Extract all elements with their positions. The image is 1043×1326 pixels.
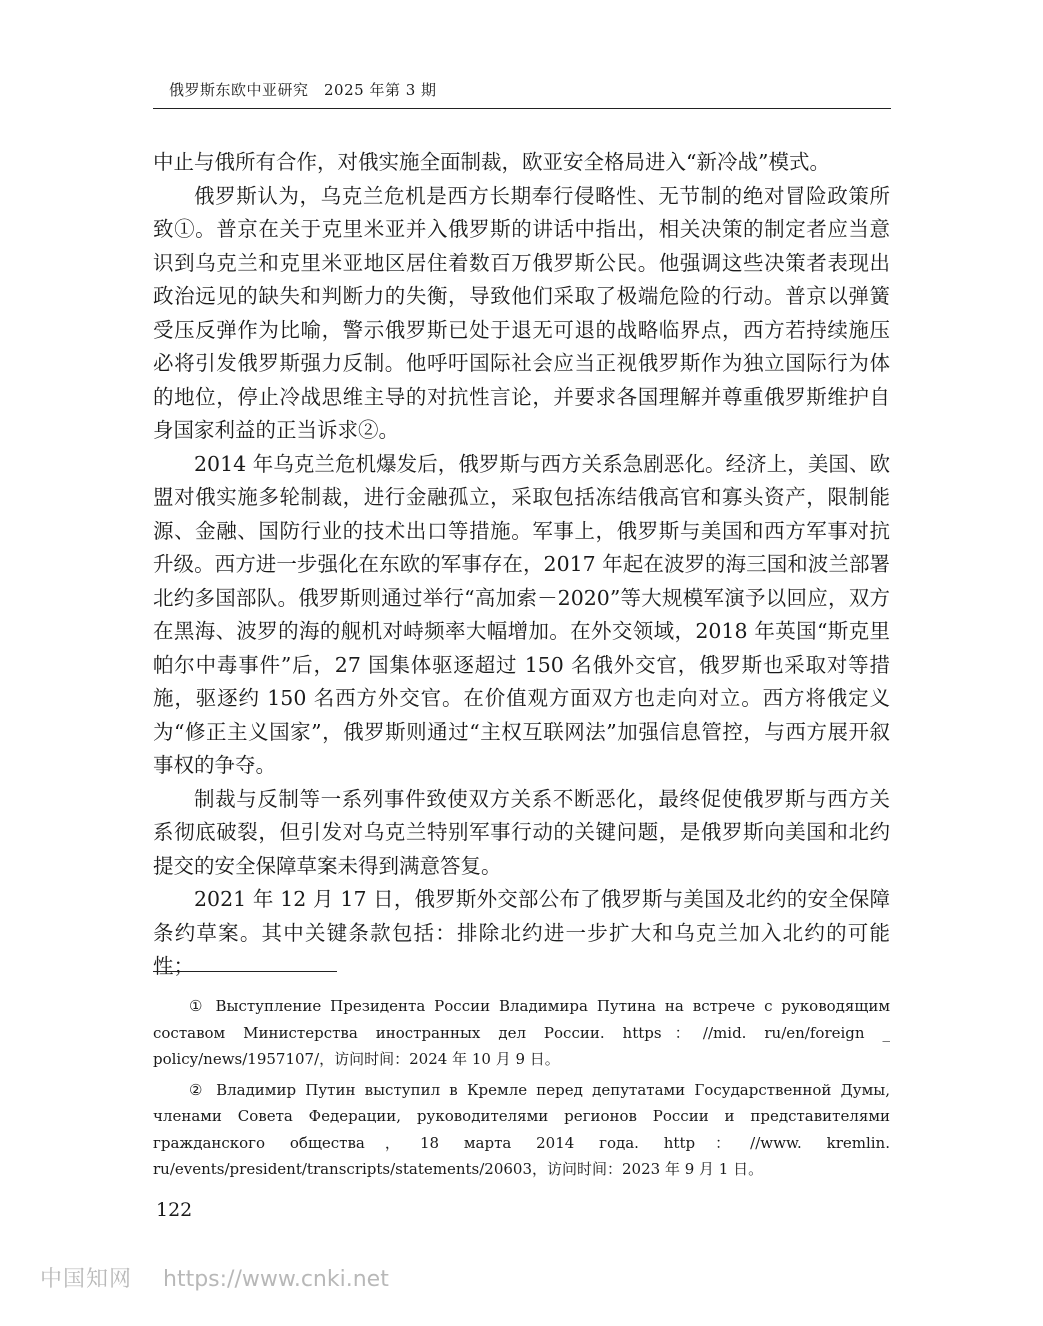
main-body-text (153, 146, 890, 984)
cnki-url: https://www.cnki.net (163, 1267, 389, 1292)
running-header (153, 70, 891, 109)
page-number: 122 (156, 1199, 193, 1221)
paragraph-2014-crisis: 2014 年乌克兰危机爆发后，俄罗斯与西方关系急剧恶化。经济上，美国、欧盟对俄实施多轮制裁，进行金融孤立，采取包括冻结俄高官和寡头资产，限制能源、金融、国防行业的技术出口等措施。军事上，俄罗斯与美国和西方军事对抗升级。西方进一步强化在东欧的军事存在，2017 年起在波罗的海三国和波兰部署北约多国部队。俄罗斯则通过举行“高加索－2020”等大规模军演予以回应，双方在黑海、波罗的海的舰机对峙频率大幅增加。在外交领域，2018 年英国“斯克里帕尔中毒事件”后，27 国集体驱逐超过 150 名俄外交官，俄罗斯也采取对等措施，驱逐约 150 名西方外交官。在价值观方面双方也走向对立。西方将俄定义为“修正主义国家”，俄罗斯则通过“主权互联网法”加强信息管控，与西方展开叙事权的争夺。 (153, 451, 890, 777)
journal-running-title: 俄罗斯东欧中亚研究 2025 年第 3 期 (169, 81, 437, 99)
footnote-1: ① Выступление Президента России Владимира Путина на встрече с руководящим составом Министерства иностранных дел России. https：//mid. ru/en/foreign _ policy/news/1957107/，访问时间：2024 年 10 月 9 日。 (153, 997, 890, 1068)
paragraph-security-draft: 2021 年 12 月 17 日，俄罗斯外交部公布了俄罗斯与美国及北约的安全保障条约草案。其中关键条款包括：排除北约进一步扩大和乌克兰加入北约的可能性； (153, 887, 890, 978)
cnki-watermark (40, 1262, 389, 1293)
paragraph-russia-view: 俄罗斯认为，乌克兰危机是西方长期奉行侵略性、无节制的绝对冒险政策所致①。普京在关于克里米亚并入俄罗斯的讲话中指出，相关决策的制定者应当意识到乌克兰和克里米亚地区居住着数百万俄罗斯公民。他强调这些决策者表现出政治远见的缺失和判断力的失衡，导致他们采取了极端危险的行动。普京以弹簧受压反弹作为比喻，警示俄罗斯已处于退无可退的战略临界点，西方若持续施压必将引发俄罗斯强力反制。他呼吁国际社会应当正视俄罗斯作为独立国际行为体的地位，停止冷战思维主导的对抗性言论，并要求各国理解并尊重俄罗斯维护自身国家利益的正当诉求②。 (153, 183, 890, 442)
cnki-brand: 中国知网 (40, 1267, 133, 1292)
footnote-2: ② Владимир Путин выступил в Кремле перед депутатами Государственной Думы, членами Совета Федерации, руководителями регионов России и представителями гражданского общества，18 марта 2014 года. http：//www. kremlin. ru/events/president/transcripts/statements/20603，访问时间：2023 年 9 月 1 日。 (153, 1080, 890, 1178)
paragraph-continuation: 中止与俄所有合作，对俄实施全面制裁，欧亚安全格局进入“新冷战”模式。 (153, 150, 830, 174)
paragraph-sanctions: 制裁与反制等一系列事件致使双方关系不断恶化，最终促使俄罗斯与西方关系彻底破裂，但引发对乌克兰特别军事行动的关键问题，是俄罗斯向美国和北约提交的安全保障草案未得到满意答复。 (153, 786, 890, 878)
footnote-separator (153, 971, 337, 972)
footnotes (153, 993, 890, 1187)
